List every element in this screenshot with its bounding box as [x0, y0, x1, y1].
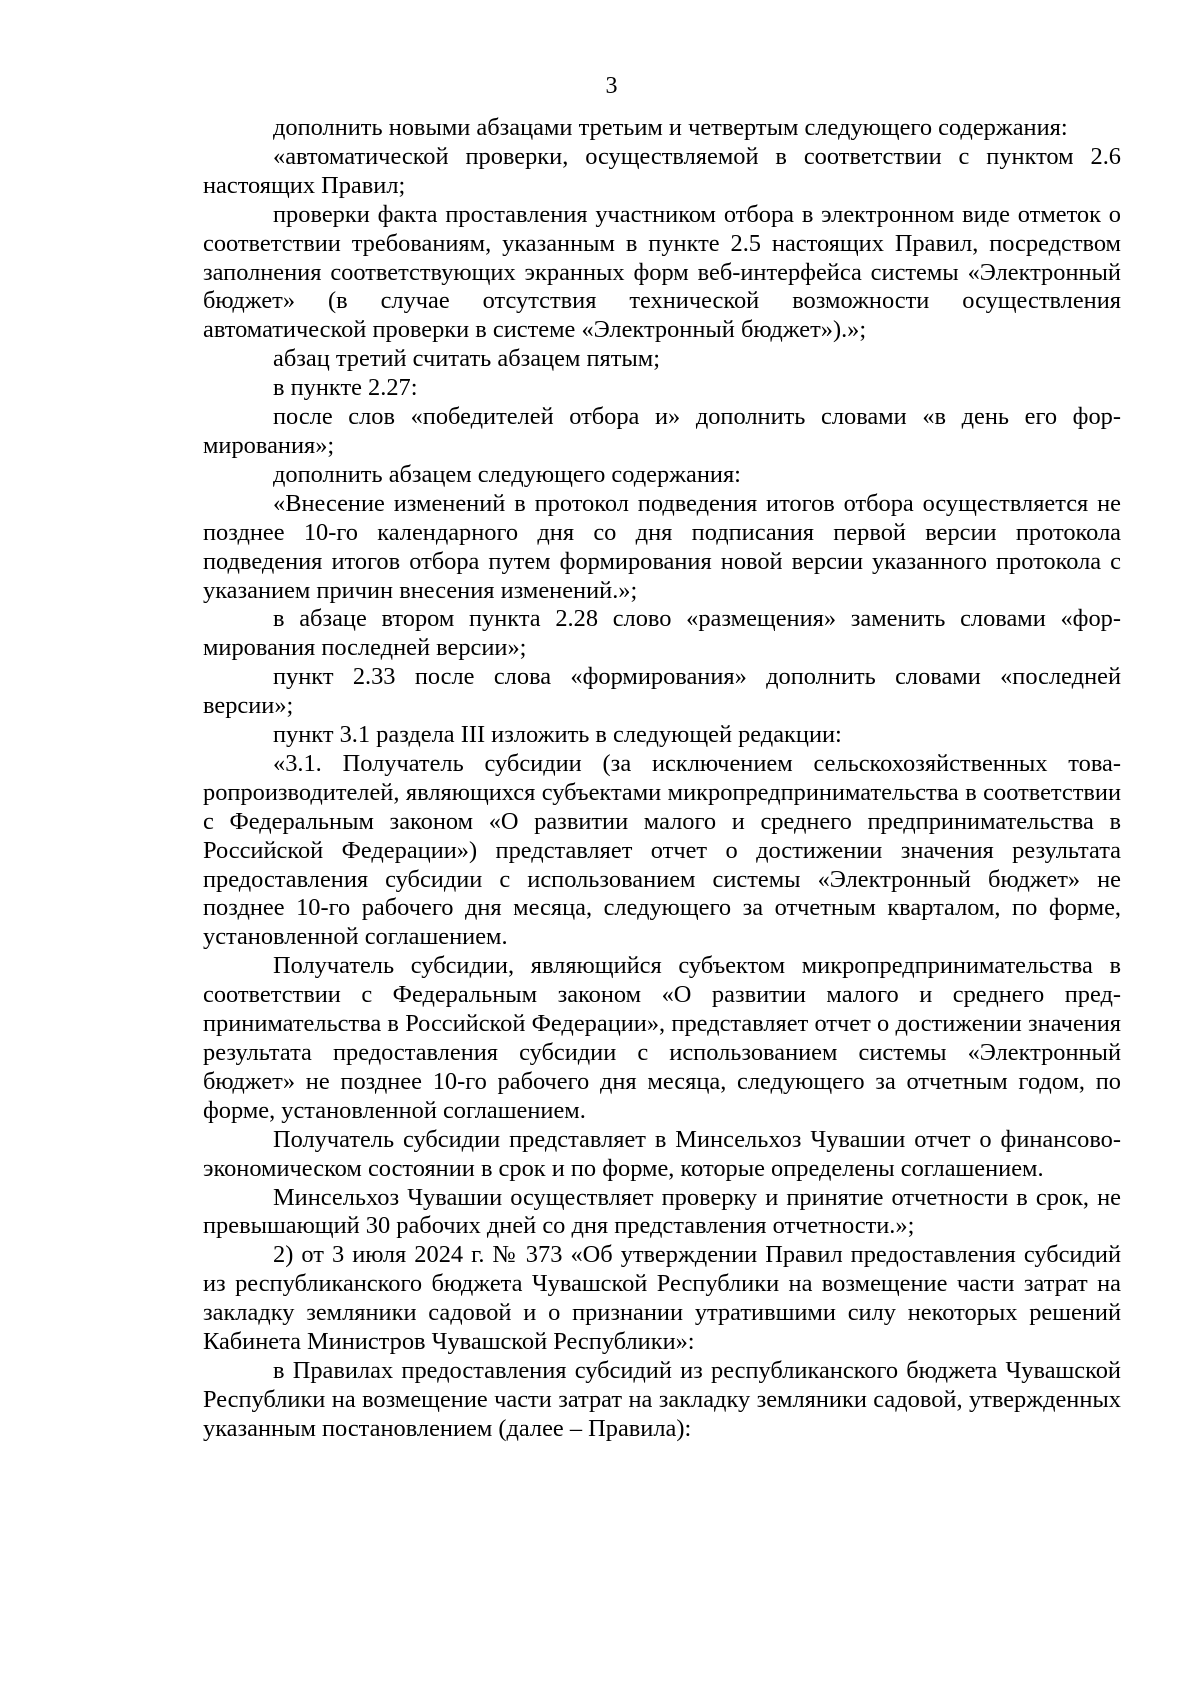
paragraph: пункт 3.1 раздела III изложить в следующей редакции: [273, 721, 842, 749]
paragraph: после слов «победителей отбора и» дополнить словами «в день его формирования»; [203, 403, 1121, 459]
paragraph: дополнить абзацем следующего содержания: [273, 460, 741, 488]
paragraph: дополнить новыми абзацами третьим и четвертым следующего содержания: [273, 114, 1068, 141]
paragraph: «автоматической проверки, осуществляемой в соответствии с пунктом 2.6 настоящих Правил; [203, 142, 1121, 199]
paragraph: в Правилах предоставления субсидий из республиканского бюджета Чувашской Республики на возмещение части затрат на закладку земляники садовой, утвержденных указанным постановлением (далее – Правила): [203, 1356, 1121, 1442]
paragraph: проверки факта проставления участником отбора в электронном виде отметок о соответствии требованиям, указанным в пункте 2.5 настоящих Правил, посредством заполнения соответствующих экранных форм веб-интерфейса системы «Электронный бюджет» (в случае отсутствия технической возможности осуществления автоматической проверки в системе «Электронный бюджет»).»; [203, 200, 1121, 344]
paragraph: абзац третий считать абзацем пятым; [273, 345, 661, 373]
paragraph: Получатель субсидии представляет в Минсельхоз Чувашии отчет о финансово-экономическом состоянии в срок и по форме, которые определены соглашением. [203, 1125, 1121, 1182]
paragraph: «Внесение изменений в протокол подведения итогов отбора осуществляется не позднее 10-го календарного дня со дня подписания первой версии протокола подведения итогов отбора путем формирования новой версии указанного протокола с указанием причин внесения изменений.»; [203, 489, 1121, 604]
paragraph: 2) от 3 июля 2024 г. № 373 «Об утверждении Правил предоставления субсидий из республиканского бюджета Чувашской Республики на возмещение части затрат на закладку земляники садовой и о признании утратившими силу некоторых решений Кабинета Министров Чувашской Республики»: [203, 1241, 1121, 1356]
paragraph: «3.1. Получатель субсидии (за исключением сельскохозяйственных товаропроизводителей, являющихся субъектами микропредпринимательства в соответствии с Федеральным законом «О развитии малого и среднего предпринимательства в Российской Федерации») представляет отчет о достижении значения результата предоставления субсидии с использованием системы «Электронный бюджет» не позднее 10-го рабочего дня месяца, следующего за отчетным кварталом, по форме, установленной соглашением. [203, 749, 1121, 951]
paragraph: пункт 2.33 после слова «формирования» дополнить словами «последней версии»; [203, 663, 1121, 720]
paragraph: Минсельхоз Чувашии осуществляет проверку и принятие отчетности в срок, не превышающий 30 рабочих дней со дня представления отчетности.»; [203, 1183, 1121, 1240]
page-number: 3 [605, 73, 618, 99]
paragraph: в пункте 2.27: [273, 374, 418, 402]
paragraph: в абзаце втором пункта 2.28 слово «размещения» заменить словами «формирования последней версии»; [203, 605, 1121, 662]
paragraph: Получатель субсидии, являющийся субъектом микропредпринимательства в соответствии с Федеральным законом «О развитии малого и среднего предпринимательства в Российской Федерации», представляет отчет о достижении значения результата предоставления субсидии с использованием системы «Электронный бюджет» не позднее 10-го рабочего дня месяца, следующего за отчетным годом, по форме, установленной соглашением. [203, 952, 1121, 1124]
document-body [203, 114, 1121, 1444]
